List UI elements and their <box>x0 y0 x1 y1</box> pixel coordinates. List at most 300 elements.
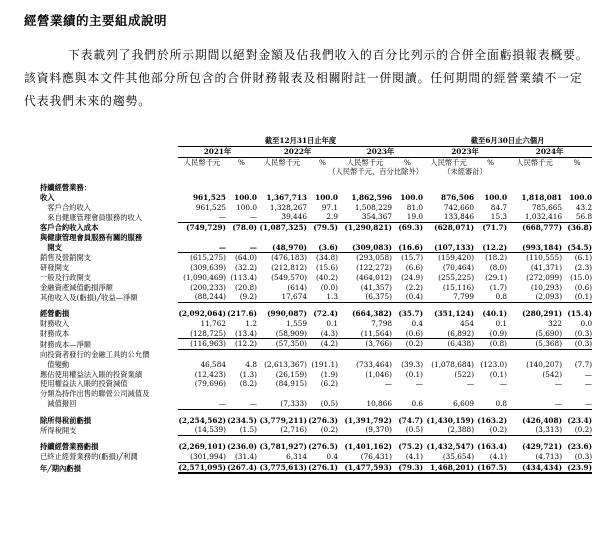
percent-cell: — <box>226 243 257 253</box>
amount-cell <box>507 233 562 243</box>
amount-cell: (549,570) <box>271 272 307 282</box>
percent-cell: 100.0 <box>400 192 424 202</box>
amount-cell: (1,430,159) <box>426 415 475 425</box>
row-label: 金融資產減值虧損淨額 <box>40 282 113 292</box>
percent-cell: (0.3) <box>562 452 592 462</box>
amount-cell: (88,244) <box>178 292 226 302</box>
amount-cell: (70,464) <box>442 263 475 272</box>
percent-cell: (3.6) <box>307 243 338 253</box>
percent-cell: (0.1) <box>405 369 424 379</box>
percent-cell: (39.3) <box>401 359 424 369</box>
table-row <box>40 183 592 193</box>
amount-cell: (84,915) <box>275 379 307 389</box>
amount-cell: (200,233) <box>190 282 226 292</box>
amount-cell: (41,371) <box>530 263 563 272</box>
amount-cell: 876,506 <box>441 192 475 202</box>
amount-cell: (122,272) <box>356 263 392 272</box>
year-header: 2024年 <box>507 146 592 157</box>
percent-cell: (0.1) <box>489 369 508 379</box>
unit-label: 人民幣千元 <box>263 157 301 167</box>
amount-cell <box>423 350 474 360</box>
percent-cell <box>474 389 507 399</box>
percent-cell: (167.5) <box>474 462 507 473</box>
amount-cell: (309,083) <box>338 243 392 253</box>
amount-cell: 1,559 <box>286 318 307 328</box>
percent-cell <box>392 389 423 399</box>
header-blank <box>507 167 592 177</box>
amount-cell: 6,314 <box>257 452 307 462</box>
percent-cell: 1.3 <box>307 292 338 302</box>
percent-cell: 100.0 <box>236 202 257 212</box>
percent-cell: 56.8 <box>562 212 592 222</box>
amount-cell: 785,665 <box>531 202 563 212</box>
percent-cell: (20.8) <box>235 282 257 292</box>
percent-cell: 1.2 <box>245 318 257 328</box>
percent-cell: 84.7 <box>490 202 508 212</box>
percent-cell: (0.5) <box>307 399 338 409</box>
table-row <box>40 452 592 462</box>
percent-cell: — <box>415 379 424 389</box>
amount-cell: (10,293) <box>530 282 563 292</box>
unit-label: % <box>487 157 495 167</box>
row-label: 所得稅開支 <box>40 425 77 435</box>
percent-cell: 100.0 <box>315 192 338 202</box>
amount-cell: 354,367 <box>338 212 392 222</box>
amount-cell: (26,159) <box>275 369 307 379</box>
percent-cell: (40.2) <box>316 272 338 282</box>
percent-cell: 0.8 <box>474 399 507 409</box>
percent-cell: (163.4) <box>477 442 508 451</box>
amount-cell: 1,862,596 <box>351 192 392 202</box>
percent-cell: (13.4) <box>226 329 257 339</box>
amount-cell: 742,660 <box>443 202 475 212</box>
amount-cell <box>257 183 307 193</box>
row-label: 財務收入 <box>40 318 70 328</box>
amount-cell: (2,092,064) <box>178 309 226 318</box>
amount-cell: (12,423) <box>194 369 226 379</box>
percent-cell <box>474 350 507 360</box>
amount-cell: (116,963) <box>178 339 226 350</box>
percent-cell: (0.6) <box>574 282 593 292</box>
amount-cell: (35,654) <box>423 452 474 462</box>
amount-cell <box>507 183 562 193</box>
amount-cell: 7,798 <box>371 318 392 328</box>
header-blank <box>40 167 178 177</box>
row-label: 使用權益法入賬的投資減值 <box>40 379 128 389</box>
amount-cell: (5,368) <box>507 339 562 350</box>
amount-cell: (107,133) <box>423 243 474 253</box>
percent-cell: — <box>226 212 257 222</box>
amount-cell: (280,291) <box>522 309 563 318</box>
amount-cell: 961,525 <box>195 202 226 212</box>
row-label: 開支 <box>40 243 62 252</box>
row-label: 減值撥回 <box>40 399 77 409</box>
percent-cell: 19.0 <box>392 212 423 222</box>
percent-cell: (191.1) <box>311 359 338 369</box>
table-row <box>40 319 592 329</box>
percent-cell: 100.0 <box>569 192 593 202</box>
amount-cell: 1,367,713 <box>266 192 307 202</box>
amount-cell: (429,721) <box>522 442 563 451</box>
row-label: 客戶合約收入成本 <box>40 223 99 232</box>
amount-cell: (2,254,562) <box>178 415 226 425</box>
amount-cell: (1,078,684) <box>431 359 475 369</box>
amount-cell: (733,464) <box>356 359 392 369</box>
percent-cell: (12.2) <box>226 339 257 350</box>
unit-label: 人民幣千元 <box>516 157 553 167</box>
row-label: 值變動 <box>40 359 70 369</box>
percent-cell <box>562 183 592 193</box>
financial-table-body <box>40 136 592 473</box>
percent-cell <box>307 233 338 243</box>
amount-cell: (3,775,613) <box>257 462 307 473</box>
section-title: 經營業績的主要組成說明 <box>24 13 168 28</box>
unit-label: 人民幣千元 <box>183 157 221 167</box>
row-label: 年╱期內虧損 <box>40 463 81 473</box>
amount-cell <box>257 350 307 360</box>
amount-cell: 6,609 <box>423 399 474 409</box>
percent-cell: (163.2) <box>477 415 508 425</box>
percent-cell: (4.1) <box>474 452 507 462</box>
amount-cell: — <box>178 212 226 222</box>
amount-cell: (159,420) <box>438 253 475 263</box>
table-row <box>40 329 592 339</box>
percent-cell: (15.0) <box>570 272 593 282</box>
row-label: 除所得稅前虧損 <box>40 415 92 425</box>
percent-cell: (64.0) <box>235 253 257 263</box>
percent-cell: (7.7) <box>574 359 593 369</box>
row-label: 與健康管理會員服務有關的服務 <box>40 232 143 242</box>
amount-cell: (615,275) <box>190 253 226 263</box>
amount-cell: (293,058) <box>356 253 392 263</box>
percent-cell: (276.3) <box>308 415 338 425</box>
percent-cell: (0.3) <box>562 339 592 350</box>
amount-cell: (1,432,547) <box>426 442 475 451</box>
row-label: 收入 <box>40 192 55 202</box>
percent-cell: (79.3) <box>392 462 423 473</box>
percent-cell: (0.2) <box>562 425 592 435</box>
amount-cell: (2,269,101) <box>178 442 226 451</box>
percent-cell: (23.6) <box>567 442 593 451</box>
amount-cell: (6,892) <box>423 329 474 339</box>
table-row <box>40 212 592 222</box>
amount-cell <box>178 350 226 360</box>
row-label: 應佔使用權益法入賬的投資業績 <box>40 369 143 379</box>
amount-cell: (993,184) <box>507 243 562 253</box>
percent-cell: 100.0 <box>484 192 508 202</box>
percent-cell: — <box>562 399 592 409</box>
percent-cell <box>226 183 257 193</box>
percent-cell: 0.1 <box>495 318 508 328</box>
percent-cell: (34.8) <box>316 253 338 263</box>
amount-cell: 39,446 <box>257 212 307 222</box>
row-label: 財務成本 <box>40 329 70 338</box>
row-label: 研發開支 <box>40 263 70 272</box>
amount-cell: (48,970) <box>257 243 307 253</box>
period-header-interim: 截至6月30日止六個月 <box>423 136 592 146</box>
unit-header-row <box>40 157 592 167</box>
amount-cell: (11,564) <box>338 329 392 339</box>
row-label: 持續經營業務虧損 <box>40 442 99 451</box>
percent-cell: (12.2) <box>474 243 507 253</box>
table-row <box>40 283 592 293</box>
amount-cell: 46,584 <box>200 359 226 369</box>
amount-cell: (2,093) <box>507 292 562 302</box>
unit-label: % <box>238 157 245 167</box>
amount-cell: (3,766) <box>338 339 392 350</box>
percent-cell: (1.5) <box>226 425 257 435</box>
percent-cell: (276.1) <box>308 462 338 472</box>
amount-cell <box>338 183 392 193</box>
percent-cell <box>392 350 423 360</box>
row-label: 銷售及營銷開支 <box>40 253 92 263</box>
percent-cell <box>226 350 257 360</box>
amount-cell: — <box>178 243 226 253</box>
table-row <box>40 399 592 409</box>
amount-cell: (464,012) <box>356 272 392 282</box>
percent-cell: (0.4) <box>392 292 423 302</box>
period-header-annual: 截至12月31日止年度 <box>178 136 423 146</box>
percent-cell <box>307 350 338 360</box>
unit-label: 人民幣千元 <box>430 157 467 167</box>
percent-cell: (35.7) <box>398 309 424 318</box>
amount-cell: (76,431) <box>338 452 392 462</box>
amount-cell: 454 <box>460 318 475 328</box>
percent-cell <box>562 389 592 399</box>
amount-cell: — <box>466 379 475 389</box>
amount-cell: (3,313) <box>507 425 562 435</box>
table-row <box>40 233 592 243</box>
percent-cell: (54.5) <box>562 243 592 253</box>
percent-cell: 0.1 <box>326 318 338 328</box>
table-row <box>40 416 592 426</box>
table-row <box>40 273 592 283</box>
percent-cell: (4.2) <box>307 339 338 350</box>
percent-cell: (40.1) <box>482 309 508 318</box>
row-label: 持續經營業務： <box>40 183 92 192</box>
percent-cell: (79.5) <box>313 223 338 232</box>
percent-cell: (72.4) <box>313 309 338 318</box>
table-row <box>40 442 592 452</box>
percent-cell: 97.1 <box>321 202 338 212</box>
unit-label: 人民幣千元 <box>346 157 384 167</box>
percent-cell: (8.0) <box>489 263 508 272</box>
percent-cell: (1.9) <box>320 369 338 379</box>
amount-cell: (1,046) <box>365 369 392 379</box>
table-row <box>40 360 592 370</box>
amount-cell <box>338 389 392 399</box>
row-label: 來自健康管理會員服務的收入 <box>40 212 143 222</box>
amount-cell: (41,357) <box>360 282 392 292</box>
percent-cell: 0.4 <box>307 452 338 462</box>
percent-cell: 4.8 <box>245 359 257 369</box>
intro-paragraph <box>24 44 592 113</box>
percent-cell: 0.6 <box>392 399 423 409</box>
percent-cell: (0.9) <box>474 329 507 339</box>
percent-cell: (23.9) <box>562 462 592 473</box>
row-label: 財務成本—淨額 <box>40 339 92 349</box>
amount-cell: (255,225) <box>438 272 475 282</box>
percent-cell: (15.4) <box>567 309 593 318</box>
amount-cell: (1,290,821) <box>344 223 392 232</box>
amount-cell: (9,370) <box>338 425 392 435</box>
amount-cell <box>257 233 307 243</box>
year-header: 2022年 <box>257 146 338 157</box>
amount-cell: (128,725) <box>178 329 226 339</box>
percent-cell <box>226 389 257 399</box>
percent-cell <box>307 183 338 193</box>
percent-cell: (0.6) <box>392 329 423 339</box>
amount-cell: (990,087) <box>267 309 307 318</box>
percent-cell: 15.3 <box>474 212 507 222</box>
percent-cell: — <box>584 379 593 389</box>
percent-cell: (4.3) <box>307 329 338 339</box>
percent-cell: 0.0 <box>580 318 593 328</box>
amount-cell: (476,183) <box>271 253 307 263</box>
row-label: 客戶合約收入 <box>40 202 92 212</box>
amount-cell: 10,866 <box>338 399 392 409</box>
header-blank <box>40 136 178 146</box>
amount-cell <box>423 389 474 399</box>
unit-label: % <box>319 157 326 167</box>
amount-cell: (6,375) <box>338 292 392 302</box>
amount-cell: (1,090,469) <box>183 272 226 282</box>
percent-cell <box>392 183 423 193</box>
percent-cell: (123.0) <box>480 359 508 369</box>
percent-cell: (0.2) <box>307 425 338 435</box>
percent-cell: (29.1) <box>485 272 508 282</box>
amount-cell: (1,087,325) <box>259 223 307 232</box>
row-label: 已終止經營業務的(虧損)╱利潤 <box>40 452 138 462</box>
amount-cell: (309,639) <box>190 263 226 272</box>
amount-cell: (664,382) <box>352 309 392 318</box>
percent-cell: 0.4 <box>411 318 424 328</box>
percent-cell: (236.0) <box>227 442 257 451</box>
percent-cell: (0.1) <box>562 292 592 302</box>
amount-cell: 1,508,229 <box>354 202 392 212</box>
amount-cell: (426,408) <box>522 415 563 425</box>
table-row <box>40 350 592 360</box>
amount-cell <box>423 183 474 193</box>
percent-cell: (267.4) <box>227 462 257 472</box>
percent-cell: (2.3) <box>574 263 593 272</box>
table-row <box>40 253 592 263</box>
percent-cell: (16.6) <box>392 243 423 253</box>
percent-cell: (15.6) <box>316 263 338 272</box>
year-header-row <box>40 146 592 157</box>
amount-cell: (3,779,211) <box>259 415 307 425</box>
table-row <box>40 425 592 435</box>
amount-cell: 1,328,267 <box>269 202 307 212</box>
percent-cell: (6.1) <box>574 253 593 263</box>
table-row <box>40 462 592 473</box>
percent-cell: (1.3) <box>239 369 257 379</box>
amount-cell: (628,071) <box>434 223 475 232</box>
amount-cell: (351,124) <box>434 309 475 318</box>
amount-cell: (434,434) <box>507 462 562 473</box>
amount-cell: (272,099) <box>526 272 563 282</box>
unit-label: % <box>404 157 411 167</box>
percent-cell: 100.0 <box>234 192 257 202</box>
amount-cell: (6,438) <box>423 339 474 350</box>
percent-cell: (0.2) <box>392 339 423 350</box>
percent-cell: — <box>226 399 257 409</box>
percent-cell: (31.4) <box>226 452 257 462</box>
percent-cell: (69.3) <box>398 223 424 232</box>
year-header: 2023年 <box>338 146 423 157</box>
row-label: 向投資者發行的金融工具的公允價 <box>40 350 150 359</box>
percent-cell: — <box>584 369 593 379</box>
note-header-row <box>40 167 592 177</box>
intro-text: 下表載列了我們於所示期間以絕對金額及佔我們收入的百分比列示的合併全面虧損報表概要。該資料應與本文件其他部分所包含的合併財務報表及相關附註一併閱讀。任何期間的經營業績不一定代表我們未來的趨勢。 <box>24 48 589 108</box>
row-label: 一般及行政開支 <box>40 272 92 282</box>
amount-cell: 961,525 <box>192 192 226 202</box>
percent-cell: (15.7) <box>401 253 424 263</box>
row-label: 分類為持作出售的聯營公司減值及 <box>40 389 150 398</box>
header-blank <box>40 157 178 167</box>
percent-cell <box>562 233 592 243</box>
table-row <box>40 243 592 253</box>
amount-cell: 7,799 <box>423 292 474 302</box>
percent-cell <box>474 233 507 243</box>
table-row <box>40 339 592 350</box>
percent-cell: (234.5) <box>227 415 257 425</box>
percent-cell: (78.0) <box>232 223 257 232</box>
amount-cell: (301,994) <box>178 452 226 462</box>
amount-cell <box>178 389 226 399</box>
amount-cell: 1,032,416 <box>507 212 562 222</box>
amount-cell: 133,846 <box>423 212 474 222</box>
amount-cell: (15,116) <box>442 282 475 292</box>
amount-cell: (57,350) <box>257 339 307 350</box>
percent-cell: (6.2) <box>320 379 338 389</box>
amount-cell <box>507 350 562 360</box>
percent-cell <box>307 389 338 399</box>
percent-cell: (23.4) <box>567 415 593 425</box>
percent-cell: (0.3) <box>562 329 592 339</box>
table-row <box>40 379 592 389</box>
amount-cell: (1,477,593) <box>338 462 392 473</box>
amount-cell: (58,909) <box>257 329 307 339</box>
amount-cell <box>178 233 226 243</box>
amount-cell: (3,781,927) <box>259 442 307 451</box>
percent-cell: (8.2) <box>239 379 257 389</box>
amount-cell: 1,468,201) <box>423 462 474 473</box>
percent-cell: (217.6) <box>227 309 257 318</box>
amount-cell <box>338 350 392 360</box>
amount-cell: (5,690) <box>507 329 562 339</box>
amount-cell: 17,674 <box>257 292 307 302</box>
percent-cell: (36.8) <box>567 223 593 232</box>
percent-cell: (0.5) <box>392 425 423 435</box>
amount-cell: (1,391,792) <box>344 415 392 425</box>
percent-cell <box>474 183 507 193</box>
percent-cell: (6.6) <box>405 263 424 272</box>
percent-cell: (0.2) <box>474 425 507 435</box>
table-row <box>40 389 592 399</box>
unaudited-note: （未經審計） <box>443 167 487 177</box>
amount-cell <box>257 389 307 399</box>
unit-note: （人民幣千元，百分比除外） <box>328 167 424 177</box>
year-header: 2021年 <box>178 146 257 157</box>
percent-cell: 2.9 <box>307 212 338 222</box>
amount-cell: (1,401,162) <box>344 442 392 451</box>
amount-cell: (2,571,095) <box>178 462 226 472</box>
amount-cell <box>338 233 392 243</box>
amount-cell: — <box>178 399 226 409</box>
percent-cell: (18.2) <box>485 253 508 263</box>
percent-cell: — <box>499 379 508 389</box>
